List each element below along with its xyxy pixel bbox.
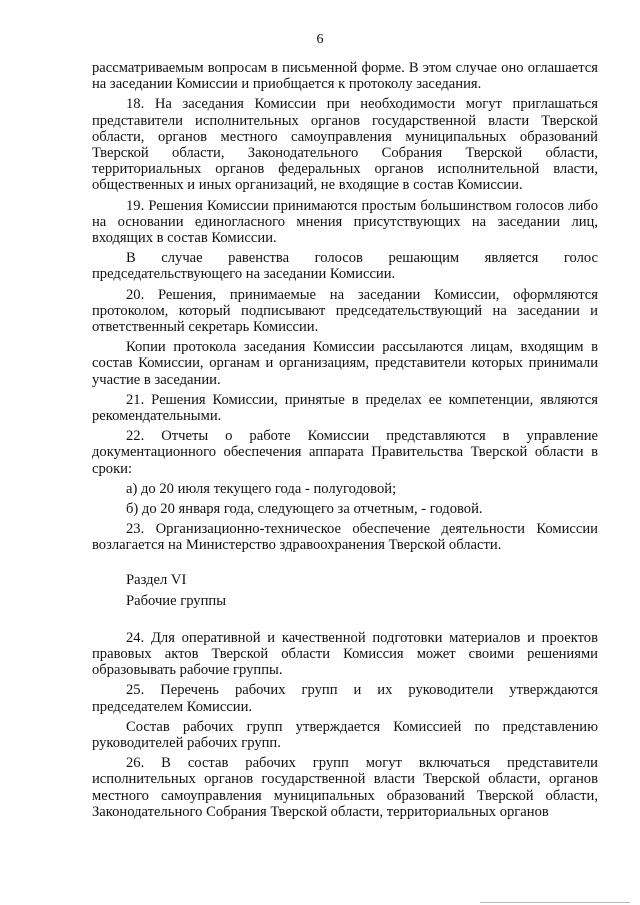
page-number: 6	[316, 32, 324, 47]
scan-edge-line	[480, 902, 630, 903]
paragraph-p19b: В случае равенства голосов решающим является голос председательствующего на заседании Комиссии.	[92, 250, 598, 283]
paragraph-p24: 24. Для оперативной и качественной подготовки материалов и проектов правовых актов Тверской области Комиссия может своими решениями образовывать рабочие группы.	[92, 629, 598, 679]
paragraph-p22a: а) до 20 июля текущего года - полугодовой;	[126, 480, 397, 497]
paragraph-p26: 26. В состав рабочих групп могут включаться представители исполнительных органов государственной власти Тверской области, органов местного самоуправления муниципальных образований Тверской области, Законодательного Собрания Тверской области, территориальных органов	[92, 755, 598, 820]
paragraph-p25: 25. Перечень рабочих групп и их руководители утверждаются председателем Комиссии.	[92, 682, 598, 715]
paragraph-p18: 18. На заседания Комиссии при необходимости могут приглашаться представители исполнительных органов государственной власти Тверской области, органов местного самоуправления муниципальных образований Тверской области, Законодательного Собрания Тверской области, территориальных органов федеральных органов исполнительной власти, общественных и иных организаций, не входящие в состав Комиссии.	[92, 96, 598, 194]
paragraph-p21: 21. Решения Комиссии, принятые в пределах ее компетенции, являются рекомендательными.	[92, 391, 598, 425]
paragraphs-after-section	[92, 630, 598, 820]
section-number: Раздел VI	[126, 571, 187, 588]
paragraph-p22: 22. Отчеты о работе Комиссии представляются в управление документационного обеспечения аппарата Правительства Тверской области в сроки:	[92, 428, 598, 477]
paragraph-p20: 20. Решения, принимаемые на заседании Комиссии, оформляются протоколом, который подписывают председательствующий на заседании и ответственный секретарь Комиссии.	[92, 286, 598, 336]
paragraph-p19: 19. Решения Комиссии принимаются простым большинством голосов либо на основании единогласного мнения присутствующих на заседании лиц, входящих в состав Комиссии.	[92, 197, 598, 247]
section-title: Рабочие группы	[126, 592, 227, 609]
section-spacer	[92, 614, 598, 630]
paragraph-p0: рассматриваемым вопросам в письменной форме. В этом случае оно оглашается на заседании Комиссии и приобщается к протоколу заседания.	[92, 60, 598, 93]
paragraph-p25b: Состав рабочих групп утверждается Комиссией по представлению руководителей рабочих групп.	[92, 718, 598, 751]
paragraph-p23: 23. Организационно-техническое обеспечение деятельности Комиссии возлагается на Министерство здравоохранения Тверской области.	[92, 521, 598, 554]
section-spacer	[92, 558, 598, 572]
paragraphs-before-section	[92, 60, 598, 554]
paragraph-p20b: Копии протокола заседания Комиссии рассылаются лицам, входящим в состав Комиссии, органам и организациям, представители которых принимали участие в заседании.	[92, 339, 598, 388]
document-body	[92, 60, 598, 824]
paragraph-p22b: б) до 20 января года, следующего за отчетным, - годовой.	[126, 501, 483, 518]
